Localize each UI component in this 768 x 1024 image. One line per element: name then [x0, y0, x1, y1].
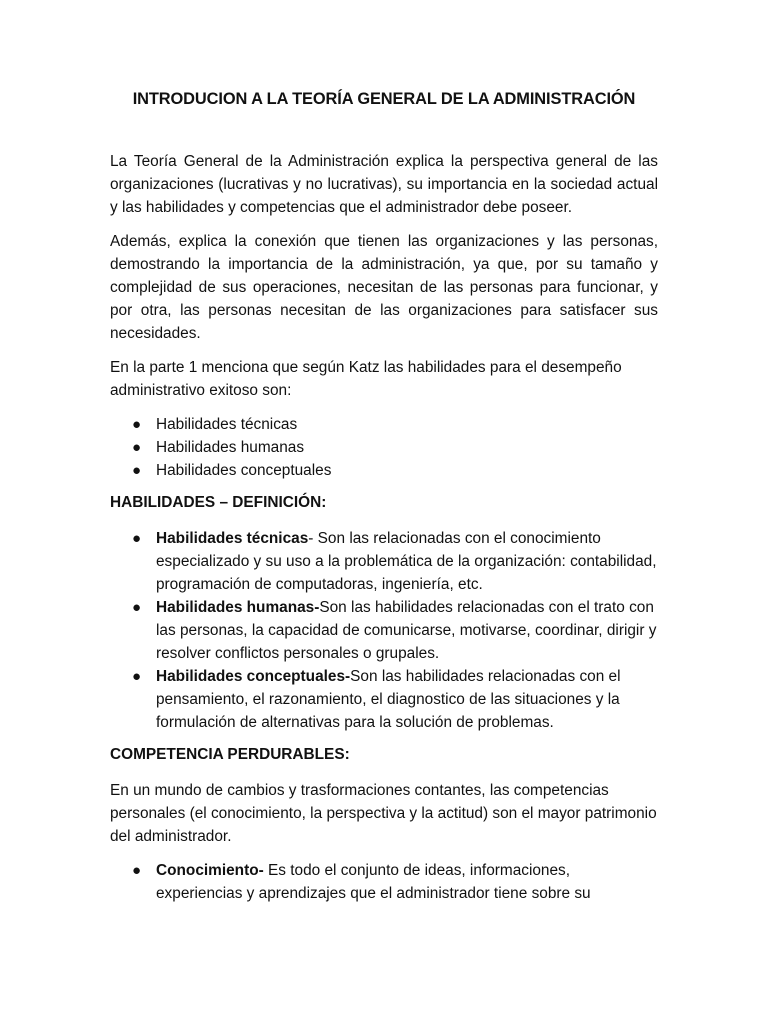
- definition-item: [110, 596, 658, 665]
- definition-term: Habilidades técnicas: [156, 530, 309, 547]
- definition-text: - Son las relacionadas con el conocimiento especializado y su uso a la problemática de la organización: contabilidad, programación de computadoras, ingeniería, etc.: [156, 530, 657, 593]
- definitions-list: [110, 527, 658, 734]
- competencia-text: Es todo el conjunto de ideas, informaciones, experiencias y aprendizajes que el administrador tiene sobre su: [156, 862, 591, 902]
- bullet-icon: ●: [132, 862, 142, 879]
- bullet-icon: ●: [132, 462, 142, 479]
- bullet-icon: ●: [132, 599, 142, 616]
- list-item: [110, 436, 658, 459]
- definition-item: [110, 527, 658, 596]
- document-content: [110, 88, 658, 914]
- paragraph-intro: La Teoría General de la Administración explica la perspectiva general de las organizaciones (lucrativas y no lucrativas), su importancia en la sociedad actual y las habilidades y competencias que el administrador debe poseer.: [110, 153, 658, 216]
- competencia-item: [110, 859, 658, 905]
- bullet-icon: ●: [132, 530, 142, 547]
- paragraph-competencias: En un mundo de cambios y trasformaciones contantes, las competencias personales (el conocimiento, la perspectiva y la actitud) son el mayor patrimonio del administrador.: [110, 782, 657, 845]
- competencias-list: [110, 859, 658, 905]
- definition-item: [110, 665, 658, 734]
- definition-term: Habilidades humanas-: [156, 599, 320, 616]
- bullet-icon: ●: [132, 439, 142, 456]
- definition-term: Habilidades conceptuales-: [156, 668, 351, 685]
- paragraph-conexion: Además, explica la conexión que tienen las organizaciones y las personas, demostrando la importancia de la administración, ya que, por su tamaño y complejidad de sus operaciones, necesitan de las personas para funcionar, y por otra, las personas necesitan de las organizaciones para satisfacer sus necesidades.: [110, 233, 658, 342]
- bullet-icon: ●: [132, 668, 142, 685]
- section-heading-definiciones: HABILIDADES – DEFINICIÓN:: [110, 494, 327, 511]
- document-title: INTRODUCION A LA TEORÍA GENERAL DE LA ADMINISTRACIÓN: [132, 90, 636, 108]
- competencia-term: Conocimiento-: [156, 862, 264, 879]
- section-heading-competencias: COMPETENCIA PERDURABLES:: [110, 746, 350, 763]
- definition-text: Son las habilidades relacionadas con el pensamiento, el razonamiento, el diagnostico de las situaciones y la formulación de alternativas para la solución de problemas.: [156, 668, 621, 731]
- list-item-label: Habilidades humanas: [156, 439, 305, 456]
- list-item: [110, 413, 658, 436]
- definition-text: Son las habilidades relacionadas con el trato con las personas, la capacidad de comunicarse, motivarse, coordinar, dirigir y resolver conflictos personales o grupales.: [156, 599, 657, 662]
- bullet-icon: ●: [132, 416, 142, 433]
- list-item: [110, 459, 658, 482]
- list-item-label: Habilidades conceptuales: [156, 462, 332, 479]
- skills-list: [110, 413, 658, 482]
- list-item-label: Habilidades técnicas: [156, 416, 298, 433]
- paragraph-katz: En la parte 1 menciona que según Katz las habilidades para el desempeño administrativo exitoso son:: [110, 359, 622, 399]
